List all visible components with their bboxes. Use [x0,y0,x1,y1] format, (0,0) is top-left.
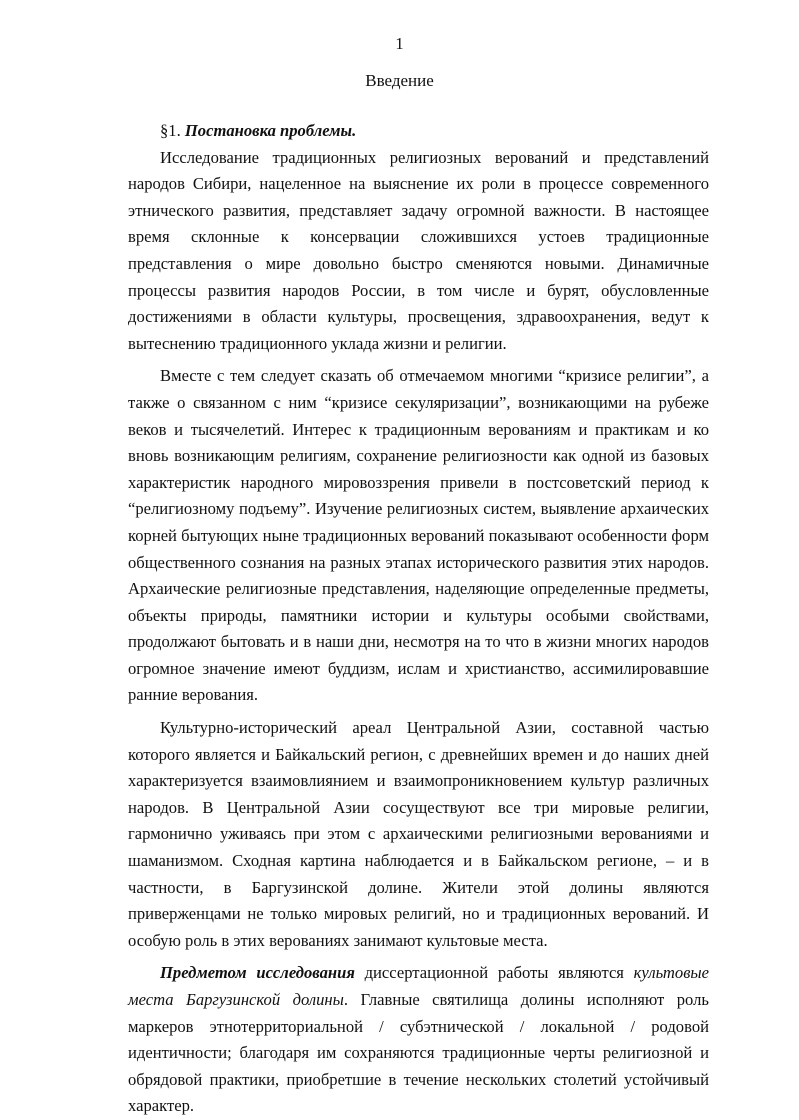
page-number: 1 [395,34,404,53]
paragraph-2: Вместе с тем следует сказать об отмечаемом многими “кризисе религии”, а также о связанном с ним “кризисе секуляризации”, возникающими на рубеже веков и тысячелетий. Интерес к традиционным верованиям и практикам и ко вновь возникающим религиям, сохранение религиозности как одной из базовых характеристик народного мировоззрения привели в постсоветский период к “религиозному подъему”. Изучение религиозных систем, выявление архаических корней бытующих ныне традиционных верований показывают особенности форм общественного сознания на разных этапах исторического развития этих народов. Архаические религиозные представления, наделяющие определенные предметы, объекты природы, памятники истории и культуры особыми свойствами, продолжают бытовать и в наши дни, несмотря на то что в жизни многих народов огромное значение имеют буддизм, ислам и христианство, ассимилировавшие ранние верования. [128,366,709,705]
section-title: Постановка проблемы. [184,121,357,140]
section-heading [128,118,709,145]
body-text [128,118,709,1120]
page-title: Введение [365,71,434,90]
paragraph-4-text-a: диссертационной работы являются [354,963,634,983]
paragraph-3: Культурно-исторический ареал Центральной Азии, составной частью которого является и Байкальский регион, с древнейших времен и до наших дней характеризуется взаимовлиянием и взаимопроникновением культур различных народов. В Центральной Азии сосуществуют все три мировые религии, гармонично уживаясь при этом с архаическими религиозными верованиями и шаманизмом. Сходная картина наблюдается и в Байкальском регионе, – и в частности, в Баргузинской долине. Жители этой долины являются приверженцами не только мировых религий, но и традиционных верований. И особую роль в этих верованиях занимают культовые места. [128,718,709,950]
paragraph-4-text-b: . Главные святилища долины исполняют роль маркеров этнотерриториальной / субэтнической / локальной / родовой идентичности; благодаря им сохраняются традиционные черты религиозной и обрядовой практики, приобретшие в течение нескольких столетий устойчивый характер. [128,990,709,1116]
section-mark: §1. [160,121,185,140]
emphasis-subject: Предметом исследования [160,963,355,983]
emphasis-object: культовые места Баргузинской долины [128,963,710,1009]
paragraph-1: Исследование традиционных религиозных верований и представлений народов Сибири, нацеленное на выяснение их роли в процессе современного этнического развития, представляет задачу огромной важности. В настоящее время склонные к консервации сложившихся устоев традиционные представления о мире довольно быстро сменяются новыми. Динамичные процессы развития народов России, в том числе и бурят, обусловленные достижениями в области культуры, просвещения, здравоохранения, ведут к вытеснению традиционного уклада жизни и религии. [128,147,709,353]
paragraph-4 [128,960,709,1120]
